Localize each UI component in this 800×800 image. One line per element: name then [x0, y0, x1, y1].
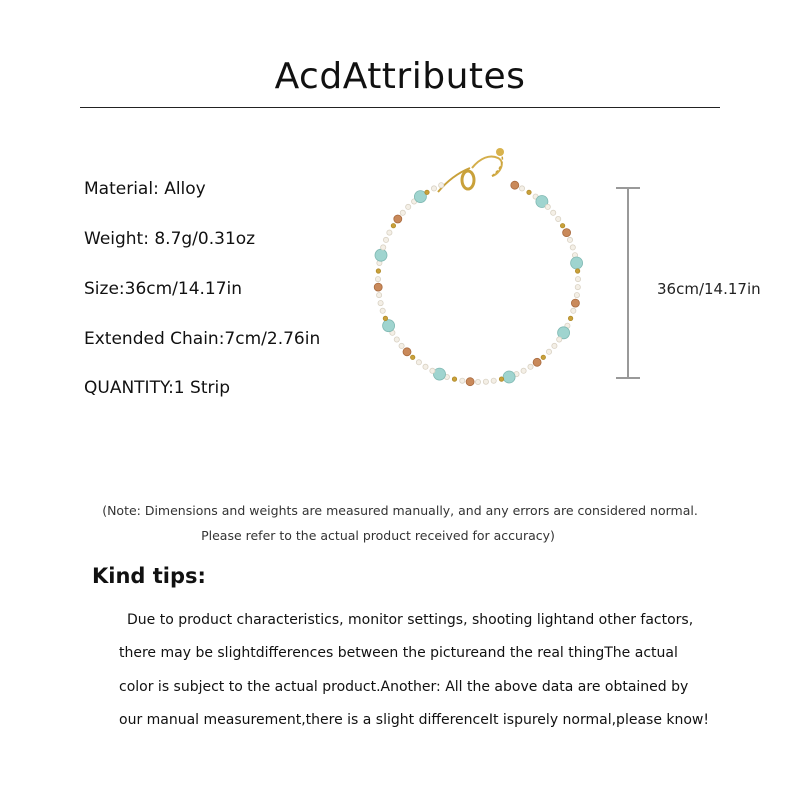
pearl-bead: [377, 293, 382, 298]
gold-spacer-bead: [425, 190, 429, 194]
gold-spacer-bead: [452, 377, 456, 381]
turquoise-bead: [503, 371, 515, 383]
attribute-extended-chain: Extended Chain:7cm/2.76in: [84, 329, 321, 349]
dimension-label: 36cm/14.17in: [657, 280, 761, 298]
accent-bead: [466, 378, 474, 386]
gold-spacer-bead: [383, 316, 387, 320]
turquoise-bead: [383, 320, 395, 332]
gold-spacer-bead: [391, 224, 395, 228]
accent-bead: [563, 229, 571, 237]
pearl-bead: [475, 379, 480, 384]
pearl-bead: [383, 237, 388, 242]
pearl-bead: [400, 210, 405, 215]
pearl-bead: [552, 343, 557, 348]
pearl-bead: [423, 364, 428, 369]
pearl-bead: [416, 360, 421, 365]
pearl-bead: [528, 364, 533, 369]
pearl-bead: [394, 337, 399, 342]
attribute-size: Size:36cm/14.17in: [84, 279, 243, 299]
dimension-indicator: [612, 185, 644, 381]
gold-spacer-bead: [575, 269, 579, 273]
bead-strand: [374, 181, 582, 386]
pearl-bead: [375, 277, 380, 282]
gold-spacer-bead: [560, 224, 564, 228]
tip-line-4: our manual measurement,there is a slight differenceIt ispurely normal,please know!: [119, 712, 709, 728]
necklace-image: [360, 140, 610, 400]
pearl-bead: [491, 378, 496, 383]
pearl-bead: [545, 204, 550, 209]
pearl-bead: [406, 204, 411, 209]
kind-tips-heading: Kind tips:: [92, 564, 206, 588]
gold-spacer-bead: [411, 355, 415, 359]
pearl-bead: [430, 368, 435, 373]
accent-bead: [374, 283, 382, 291]
pearl-bead: [575, 277, 580, 282]
pearl-bead: [378, 301, 383, 306]
pearl-bead: [431, 186, 436, 191]
gold-spacer-bead: [541, 355, 545, 359]
gold-spacer-bead: [376, 269, 380, 273]
attribute-material: Material: Alloy: [84, 179, 206, 199]
gold-clasp: [438, 148, 504, 192]
pearl-bead: [381, 245, 386, 250]
note-line-1: (Note: Dimensions and weights are measured manually, and any errors are considered normal.: [102, 503, 698, 518]
pearl-bead: [557, 337, 562, 342]
page-title: AcdAttributes: [274, 56, 526, 97]
gold-spacer-bead: [527, 190, 531, 194]
pearl-bead: [439, 183, 444, 188]
accent-bead: [403, 348, 411, 356]
pearl-bead: [556, 216, 561, 221]
tip-line-2: there may be slightdifferences between the pictureand the real thingThe actual: [119, 645, 678, 661]
gold-spacer-bead: [499, 377, 503, 381]
gold-spacer-bead: [568, 316, 572, 320]
pearl-bead: [567, 237, 572, 242]
pearl-bead: [551, 210, 556, 215]
pearl-bead: [570, 245, 575, 250]
turquoise-bead: [375, 249, 387, 261]
accent-bead: [571, 299, 579, 307]
pearl-bead: [399, 343, 404, 348]
accent-bead: [511, 181, 519, 189]
note-line-2: Please refer to the actual product received for accuracy): [201, 528, 555, 543]
pearl-bead: [387, 230, 392, 235]
accent-bead: [533, 358, 541, 366]
accent-bead: [394, 215, 402, 223]
attribute-weight: Weight: 8.7g/0.31oz: [84, 229, 256, 249]
turquoise-bead: [434, 368, 446, 380]
pearl-bead: [521, 368, 526, 373]
attribute-quantity: QUANTITY:1 Strip: [84, 378, 230, 398]
pearl-bead: [519, 186, 524, 191]
pearl-bead: [460, 378, 465, 383]
pearl-bead: [575, 285, 580, 290]
pearl-bead: [574, 293, 579, 298]
turquoise-bead: [571, 257, 583, 269]
pearl-bead: [483, 379, 488, 384]
tip-line-3: color is subject to the actual product.Another: All the above data are obtained by: [119, 679, 689, 695]
pearl-bead: [380, 308, 385, 313]
pearl-bead: [546, 349, 551, 354]
title-divider: [80, 107, 720, 108]
pearl-bead: [571, 308, 576, 313]
tip-line-1: Due to product characteristics, monitor settings, shooting lightand other factors,: [127, 612, 694, 628]
